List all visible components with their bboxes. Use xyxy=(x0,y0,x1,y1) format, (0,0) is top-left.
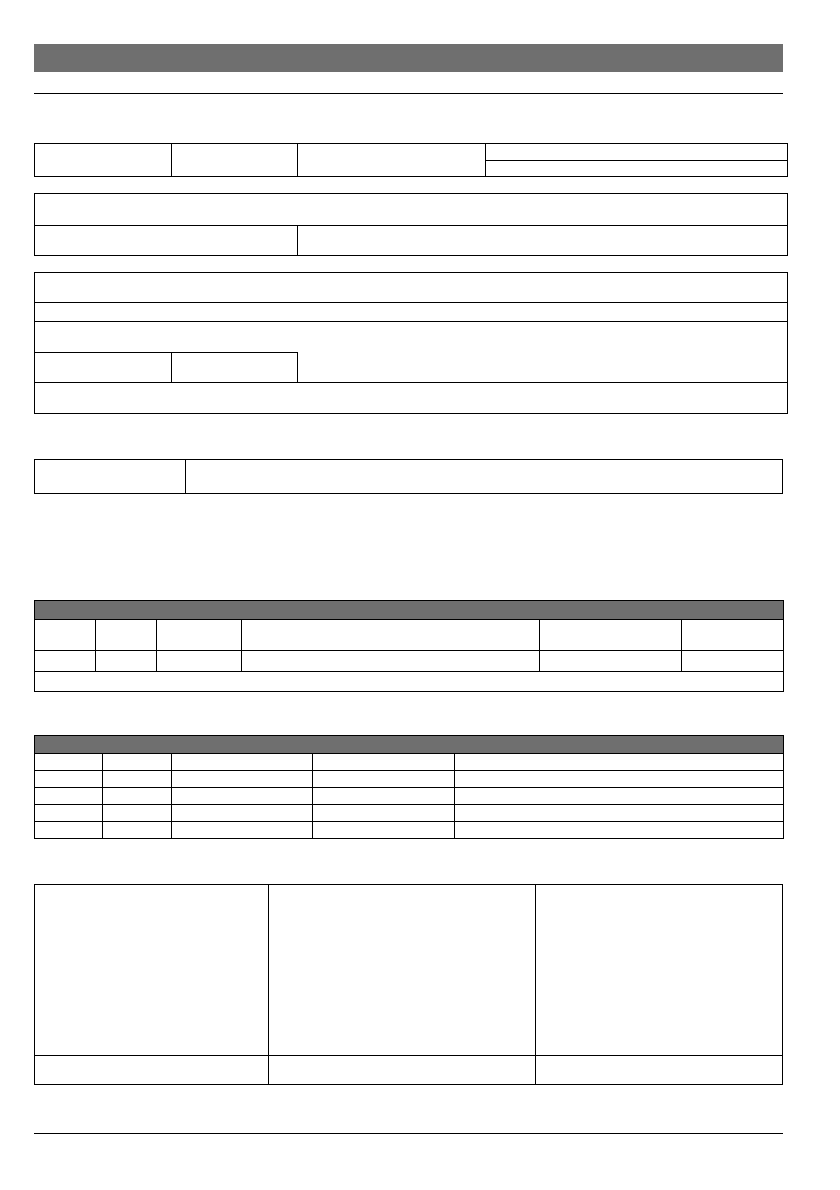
table-cell[interactable] xyxy=(313,805,455,822)
table-2 xyxy=(34,735,784,839)
block-a-field-right[interactable] xyxy=(297,225,788,256)
table-1 xyxy=(34,600,784,692)
table-2-col-4 xyxy=(313,754,455,771)
table-1-col-6 xyxy=(682,620,784,651)
table-cell[interactable] xyxy=(313,822,455,839)
top-field-4a[interactable] xyxy=(485,143,788,161)
table-row xyxy=(35,771,784,788)
table-row xyxy=(35,805,784,822)
table-cell[interactable] xyxy=(96,651,157,672)
table-1-col-4 xyxy=(242,620,540,651)
top-field-2[interactable] xyxy=(171,143,298,177)
signature-box-1[interactable] xyxy=(34,884,269,1056)
table-cell[interactable] xyxy=(540,651,682,672)
signature-caption-3 xyxy=(535,1055,783,1085)
top-field-4b[interactable] xyxy=(485,160,788,177)
block-a-field-left[interactable] xyxy=(34,225,298,256)
header-rule xyxy=(34,93,783,94)
table-row xyxy=(35,651,784,672)
table-cell[interactable] xyxy=(35,771,103,788)
table-2-title-row xyxy=(35,736,784,754)
top-field-3[interactable] xyxy=(297,143,486,177)
table-cell[interactable] xyxy=(455,805,784,822)
table-1-header-bar xyxy=(35,601,784,620)
top-field-1[interactable] xyxy=(34,143,172,177)
table-cell[interactable] xyxy=(682,651,784,672)
table-cell[interactable] xyxy=(313,788,455,805)
table-2-col-2 xyxy=(103,754,172,771)
table-1-header-row xyxy=(35,620,784,651)
table-2-col-3 xyxy=(172,754,313,771)
table-1-title-row xyxy=(35,601,784,620)
table-row xyxy=(35,822,784,839)
table-cell[interactable] xyxy=(103,822,172,839)
table-cell[interactable] xyxy=(455,822,784,839)
table-cell[interactable] xyxy=(242,651,540,672)
table-cell[interactable] xyxy=(157,651,242,672)
table-cell[interactable] xyxy=(172,822,313,839)
table-cell[interactable] xyxy=(172,788,313,805)
table-1-col-2 xyxy=(96,620,157,651)
footer-rule xyxy=(34,1133,783,1134)
table-row xyxy=(35,788,784,805)
block-a-row-1[interactable] xyxy=(34,193,788,226)
signature-box-3[interactable] xyxy=(535,884,783,1056)
page-header-bar xyxy=(34,44,783,72)
table-cell[interactable] xyxy=(103,805,172,822)
table-cell[interactable] xyxy=(313,771,455,788)
table-cell[interactable] xyxy=(455,788,784,805)
single-row-label xyxy=(34,459,186,494)
table-cell[interactable] xyxy=(35,822,103,839)
table-1-footer-row xyxy=(35,672,784,692)
block-b-field-2[interactable] xyxy=(171,352,298,383)
block-b-field-1[interactable] xyxy=(34,352,172,383)
signature-box-2[interactable] xyxy=(268,884,536,1056)
block-b-row-1[interactable] xyxy=(34,272,788,303)
table-1-col-5 xyxy=(540,620,682,651)
table-2-col-1 xyxy=(35,754,103,771)
table-2-header-row xyxy=(35,754,784,771)
table-cell[interactable] xyxy=(172,771,313,788)
table-2-header-bar xyxy=(35,736,784,754)
table-cell[interactable] xyxy=(103,788,172,805)
table-cell[interactable] xyxy=(35,651,96,672)
signature-caption-2 xyxy=(268,1055,536,1085)
table-cell[interactable] xyxy=(35,788,103,805)
table-cell[interactable] xyxy=(455,771,784,788)
table-1-col-3 xyxy=(157,620,242,651)
single-row-field[interactable] xyxy=(185,459,783,494)
block-b-row-2[interactable] xyxy=(34,302,788,322)
table-2-col-5 xyxy=(455,754,784,771)
signature-caption-1 xyxy=(34,1055,269,1085)
table-cell[interactable] xyxy=(103,771,172,788)
table-1-footer[interactable] xyxy=(35,672,784,692)
block-b-divider xyxy=(34,382,788,383)
table-1-col-1 xyxy=(35,620,96,651)
table-cell[interactable] xyxy=(172,805,313,822)
table-cell[interactable] xyxy=(35,805,103,822)
